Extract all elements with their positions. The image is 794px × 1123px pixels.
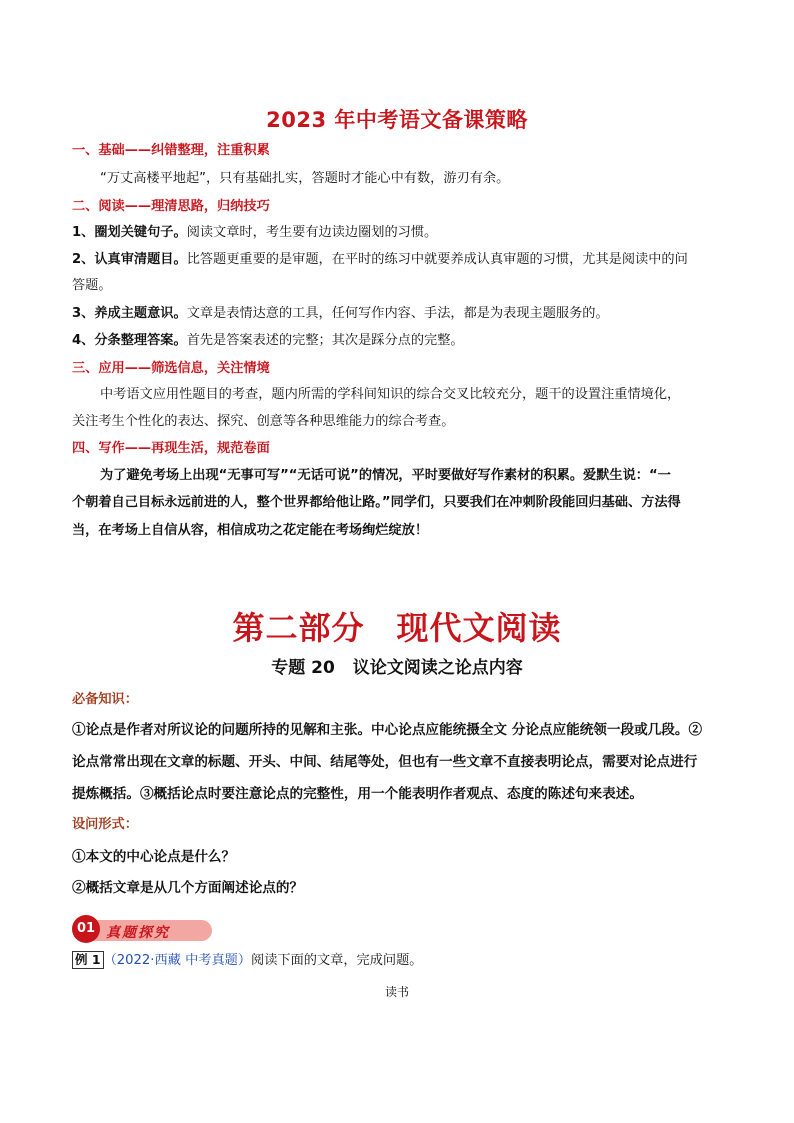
item-text: 文章是表情达意的工具，任何写作内容、手法，都是为表现主题服务的。 <box>186 306 609 321</box>
article-title: 读书 <box>384 985 409 999</box>
example-source: （2022·西藏 中考真题） <box>103 953 252 968</box>
section2-item <box>72 250 732 270</box>
banner-number-badge: 01 <box>72 915 100 943</box>
topic-number: 专题 20 <box>271 658 335 678</box>
section4-line: 当，在考场上自信从容，相信成功之花定能在考场绚烂绽放！ <box>72 523 429 538</box>
item-text: 答题。 <box>72 278 112 293</box>
part-title <box>0 603 794 649</box>
question-item: ①本文的中心论点是什么？ <box>72 849 236 865</box>
section3-line: 关注考生个性化的表达、探究、创意等各种思维能力的综合考查。 <box>72 414 455 429</box>
section2-item-continued <box>72 276 732 296</box>
section2-item <box>72 304 732 324</box>
section1-text: “万丈高楼平地起”，只有基础扎实，答题时才能心中有数，游刃有余。 <box>100 171 510 186</box>
topic-name: 议论文阅读之论点内容 <box>352 658 523 678</box>
item-text: 阅读文章时，考生要有边读边圈划的习惯。 <box>186 225 438 240</box>
item-label: 3、养成主题意识。 <box>72 306 187 321</box>
section-banner <box>72 915 212 943</box>
section3-heading: 三、应用——筛选信息，关注情境 <box>72 361 270 376</box>
item-label: 1、圈划关键句子。 <box>72 225 187 240</box>
question-item: ②概括文章是从几个方面阐述论点的？ <box>72 880 304 896</box>
part-title-left: 第二部分 <box>232 609 365 647</box>
example-tag: 例 1 <box>72 951 104 969</box>
knowledge-heading: 必备知识： <box>72 692 138 707</box>
section2-heading: 二、阅读——理清思路，归纳技巧 <box>72 199 270 214</box>
item-label: 4、分条整理答案。 <box>72 333 187 348</box>
knowledge-line: ①论点是作者对所议论的问题所持的见解和主张。中心论点应能统摄全文 分论点应能统领一段或几段。② <box>72 722 703 738</box>
section2-item <box>72 331 732 351</box>
knowledge-line: 提炼概括。③概括论点时要注意论点的完整性，用一个能表明作者观点、态度的陈述句来表述。 <box>72 786 643 802</box>
example-line <box>72 951 732 971</box>
section1-heading: 一、基础——纠错整理，注重积累 <box>72 143 270 158</box>
banner-label: 真题探究 <box>106 925 170 941</box>
item-text: 比答题更重要的是审题，在平时的练习中就要养成认真审题的习惯，尤其是阅读中的问 <box>186 252 688 267</box>
example-text: 阅读下面的文章，完成问题。 <box>251 953 423 968</box>
questions-heading: 设问形式： <box>72 817 138 832</box>
item-label: 2、认真审清题目。 <box>72 252 187 267</box>
item-text: 首先是答案表述的完整；其次是踩分点的完整。 <box>186 333 464 348</box>
page-title: 2023 年中考语文备课策略 <box>266 108 528 132</box>
part-title-right: 现代文阅读 <box>396 609 562 647</box>
section4-line: 为了避免考场上出现“无事可写”“无话可说”的情况，平时要做好写作素材的积累。爱默生说：“一 <box>100 468 671 483</box>
section3-line: 中考语文应用性题目的考查，题内所需的学科间知识的综合交叉比较充分，题干的设置注重情境化， <box>100 387 681 402</box>
section2-item <box>72 223 732 243</box>
section4-line: 个朝着自己目标永远前进的人，整个世界都给他让路。”同学们，只要我们在冲刺阶段能回归基础、方法得 <box>72 495 681 510</box>
topic-subtitle <box>0 653 794 678</box>
section4-heading: 四、写作——再现生活，规范卷面 <box>72 441 270 456</box>
knowledge-line: 论点常常出现在文章的标题、开头、中间、结尾等处，但也有一些文章不直接表明论点，需要对论点进行 <box>72 754 698 770</box>
